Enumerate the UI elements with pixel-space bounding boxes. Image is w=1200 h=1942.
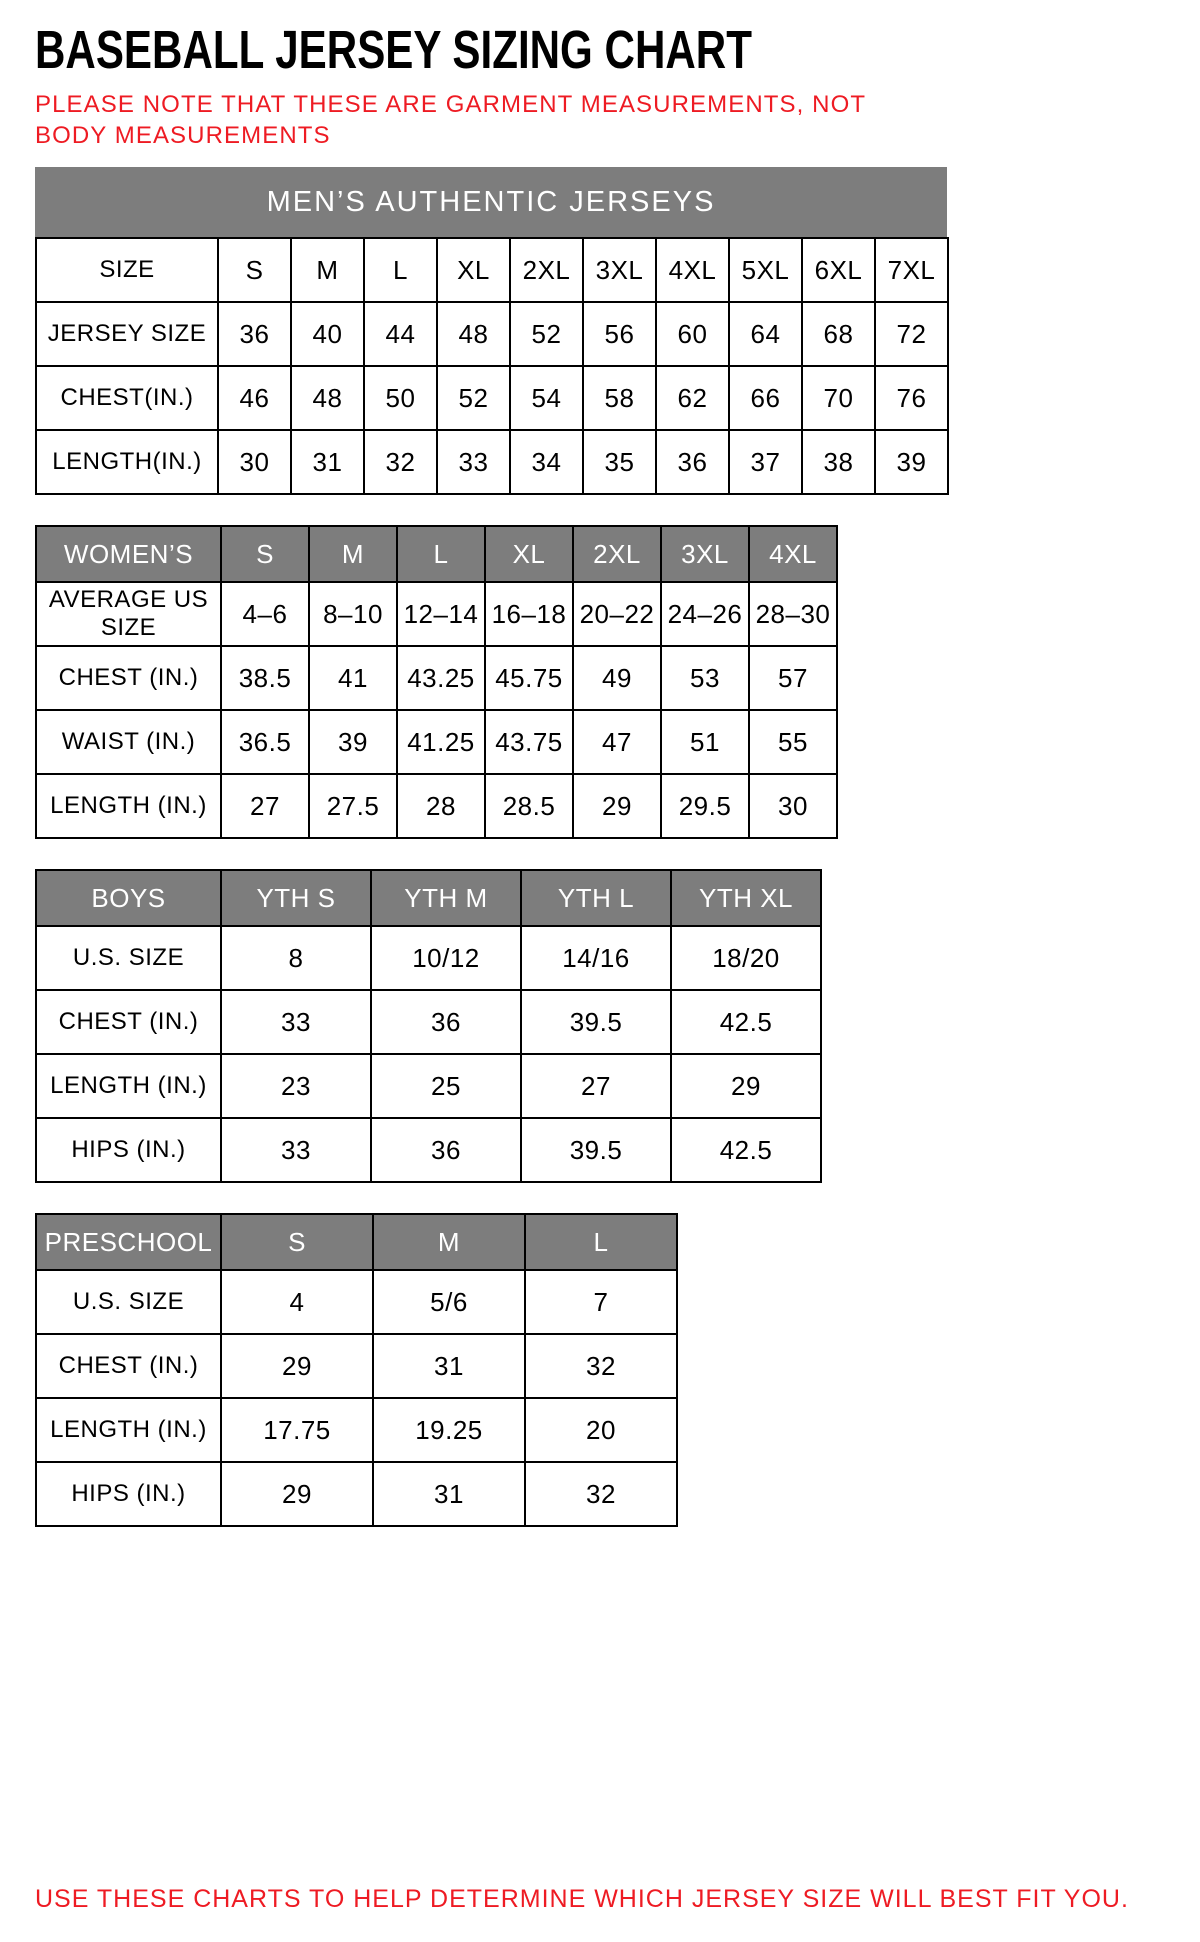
table-row — [36, 710, 837, 774]
table-cell: 18/20 — [671, 926, 821, 990]
size-header-cell: S — [221, 1214, 373, 1270]
table-cell: 66 — [729, 366, 802, 430]
row-label: JERSEY SIZE — [36, 302, 218, 366]
row-label: HIPS (IN.) — [36, 1462, 221, 1526]
table-cell: 39.5 — [521, 990, 671, 1054]
table-row — [36, 774, 837, 838]
table-cell: M — [291, 238, 364, 302]
table-cell: S — [218, 238, 291, 302]
table-cell: 20 — [525, 1398, 677, 1462]
table-cell: 29 — [573, 774, 661, 838]
row-label: CHEST (IN.) — [36, 1334, 221, 1398]
table-cell: 27 — [221, 774, 309, 838]
table-row — [36, 1462, 677, 1526]
table-cell: 58 — [583, 366, 656, 430]
boys-section — [35, 869, 1170, 1183]
size-header-cell: 4XL — [749, 526, 837, 582]
table-row — [36, 366, 948, 430]
table-cell: 55 — [749, 710, 837, 774]
table-cell: 28–30 — [749, 582, 837, 646]
boys-table — [35, 869, 822, 1183]
page-title — [35, 22, 1170, 79]
table-cell: 36 — [656, 430, 729, 494]
table-cell: 33 — [437, 430, 510, 494]
size-header-cell: S — [221, 526, 309, 582]
table-cell: 5XL — [729, 238, 802, 302]
table-row — [36, 1054, 821, 1118]
table-cell: 27.5 — [309, 774, 397, 838]
row-label: CHEST (IN.) — [36, 990, 221, 1054]
table-cell: 72 — [875, 302, 948, 366]
table-cell: 12–14 — [397, 582, 485, 646]
table-cell: 32 — [525, 1334, 677, 1398]
table-cell: 3XL — [583, 238, 656, 302]
table-cell: L — [364, 238, 437, 302]
table-cell: 27 — [521, 1054, 671, 1118]
row-label: LENGTH(IN.) — [36, 430, 218, 494]
table-cell: 41.25 — [397, 710, 485, 774]
table-cell: 4 — [221, 1270, 373, 1334]
preschool-header-row — [36, 1214, 677, 1270]
table-cell: 31 — [373, 1462, 525, 1526]
table-cell: 53 — [661, 646, 749, 710]
mens-table — [35, 237, 949, 495]
table-cell: 39 — [309, 710, 397, 774]
table-cell: 76 — [875, 366, 948, 430]
size-header-cell: L — [525, 1214, 677, 1270]
table-cell: 45.75 — [485, 646, 573, 710]
table-cell: 34 — [510, 430, 583, 494]
table-cell: 50 — [364, 366, 437, 430]
table-cell: 20–22 — [573, 582, 661, 646]
table-cell: 64 — [729, 302, 802, 366]
table-cell: 32 — [525, 1462, 677, 1526]
row-label: AVERAGE US SIZE — [36, 582, 221, 646]
table-cell: 68 — [802, 302, 875, 366]
table-cell: 7 — [525, 1270, 677, 1334]
table-cell: 4–6 — [221, 582, 309, 646]
table-cell: 35 — [583, 430, 656, 494]
table-cell: 25 — [371, 1054, 521, 1118]
table-cell: 43.25 — [397, 646, 485, 710]
table-cell: 8–10 — [309, 582, 397, 646]
boys-header-row — [36, 870, 821, 926]
table-row — [36, 1334, 677, 1398]
size-header-cell: M — [373, 1214, 525, 1270]
row-label: WAIST (IN.) — [36, 710, 221, 774]
table-cell: 31 — [373, 1334, 525, 1398]
size-header-cell: 3XL — [661, 526, 749, 582]
size-header-cell: L — [397, 526, 485, 582]
table-cell: 47 — [573, 710, 661, 774]
table-cell: 29 — [221, 1462, 373, 1526]
table-cell: 36 — [218, 302, 291, 366]
size-header-cell: YTH S — [221, 870, 371, 926]
size-header-cell: M — [309, 526, 397, 582]
row-label: LENGTH (IN.) — [36, 774, 221, 838]
womens-section — [35, 525, 1170, 839]
table-cell: 31 — [291, 430, 364, 494]
row-label: U.S. SIZE — [36, 926, 221, 990]
table-cell: 33 — [221, 1118, 371, 1182]
table-cell: 29 — [221, 1334, 373, 1398]
row-label: U.S. SIZE — [36, 1270, 221, 1334]
table-cell: 39.5 — [521, 1118, 671, 1182]
table-cell: 4XL — [656, 238, 729, 302]
table-cell: 5/6 — [373, 1270, 525, 1334]
fit-advice-footer: USE THESE CHARTS TO HELP DETERMINE WHICH JERSEY SIZE WILL BEST FIT YOU. — [35, 1885, 1129, 1914]
garment-measurements-note: PLEASE NOTE THAT THESE ARE GARMENT MEASUREMENTS, NOT BODY MEASUREMENTS — [35, 90, 866, 149]
row-label: LENGTH (IN.) — [36, 1398, 221, 1462]
size-header-cell: YTH XL — [671, 870, 821, 926]
table-cell: XL — [437, 238, 510, 302]
table-row — [36, 1270, 677, 1334]
table-cell: 33 — [221, 990, 371, 1054]
size-header-cell: YTH L — [521, 870, 671, 926]
size-header-cell: XL — [485, 526, 573, 582]
table-cell: 43.75 — [485, 710, 573, 774]
table-cell: 30 — [218, 430, 291, 494]
table-cell: 40 — [291, 302, 364, 366]
table-cell: 48 — [291, 366, 364, 430]
table-cell: 14/16 — [521, 926, 671, 990]
row-label: LENGTH (IN.) — [36, 1054, 221, 1118]
page-title-text: BASEBALL JERSEY SIZING CHART — [35, 20, 752, 80]
table-row — [36, 1118, 821, 1182]
table-cell: 44 — [364, 302, 437, 366]
table-cell: 32 — [364, 430, 437, 494]
table-cell: 39 — [875, 430, 948, 494]
size-header-cell: YTH M — [371, 870, 521, 926]
womens-table — [35, 525, 838, 839]
table-cell: 52 — [510, 302, 583, 366]
mens-table-title: MEN’S AUTHENTIC JERSEYS — [35, 167, 947, 237]
table-cell: 62 — [656, 366, 729, 430]
preschool-table — [35, 1213, 678, 1527]
womens-header-row — [36, 526, 837, 582]
table-cell: 54 — [510, 366, 583, 430]
table-cell: 36 — [371, 1118, 521, 1182]
table-cell: 51 — [661, 710, 749, 774]
row-label: CHEST(IN.) — [36, 366, 218, 430]
table-cell: 28 — [397, 774, 485, 838]
table-cell: 37 — [729, 430, 802, 494]
table-row — [36, 430, 948, 494]
table-row — [36, 926, 821, 990]
table-cell: 19.25 — [373, 1398, 525, 1462]
table-cell: 52 — [437, 366, 510, 430]
table-cell: 17.75 — [221, 1398, 373, 1462]
table-cell: 28.5 — [485, 774, 573, 838]
table-cell: 2XL — [510, 238, 583, 302]
table-cell: 30 — [749, 774, 837, 838]
table-cell: 38.5 — [221, 646, 309, 710]
mens-section — [35, 167, 1170, 495]
table-cell: 48 — [437, 302, 510, 366]
table-row — [36, 238, 948, 302]
table-row — [36, 646, 837, 710]
table-cell: 60 — [656, 302, 729, 366]
table-cell: 36 — [371, 990, 521, 1054]
row-label: HIPS (IN.) — [36, 1118, 221, 1182]
table-cell: 36.5 — [221, 710, 309, 774]
table-row — [36, 302, 948, 366]
preschool-section — [35, 1213, 1170, 1527]
table-cell: 16–18 — [485, 582, 573, 646]
table-cell: 23 — [221, 1054, 371, 1118]
table-cell: 56 — [583, 302, 656, 366]
size-header-cell: 2XL — [573, 526, 661, 582]
table-cell: 29.5 — [661, 774, 749, 838]
table-cell: 24–26 — [661, 582, 749, 646]
table-cell: 42.5 — [671, 990, 821, 1054]
table-row — [36, 582, 837, 646]
table-cell: 70 — [802, 366, 875, 430]
table-cell: 38 — [802, 430, 875, 494]
table-row — [36, 990, 821, 1054]
table-header-label: BOYS — [36, 870, 221, 926]
row-label: CHEST (IN.) — [36, 646, 221, 710]
table-cell: 57 — [749, 646, 837, 710]
table-cell: 49 — [573, 646, 661, 710]
table-cell: 10/12 — [371, 926, 521, 990]
table-header-label: WOMEN’S — [36, 526, 221, 582]
table-cell: 6XL — [802, 238, 875, 302]
table-cell: 42.5 — [671, 1118, 821, 1182]
table-cell: 46 — [218, 366, 291, 430]
table-cell: 8 — [221, 926, 371, 990]
table-cell: 41 — [309, 646, 397, 710]
table-header-label: PRESCHOOL — [36, 1214, 221, 1270]
table-row — [36, 1398, 677, 1462]
table-cell: 7XL — [875, 238, 948, 302]
table-cell: 29 — [671, 1054, 821, 1118]
row-label: SIZE — [36, 238, 218, 302]
